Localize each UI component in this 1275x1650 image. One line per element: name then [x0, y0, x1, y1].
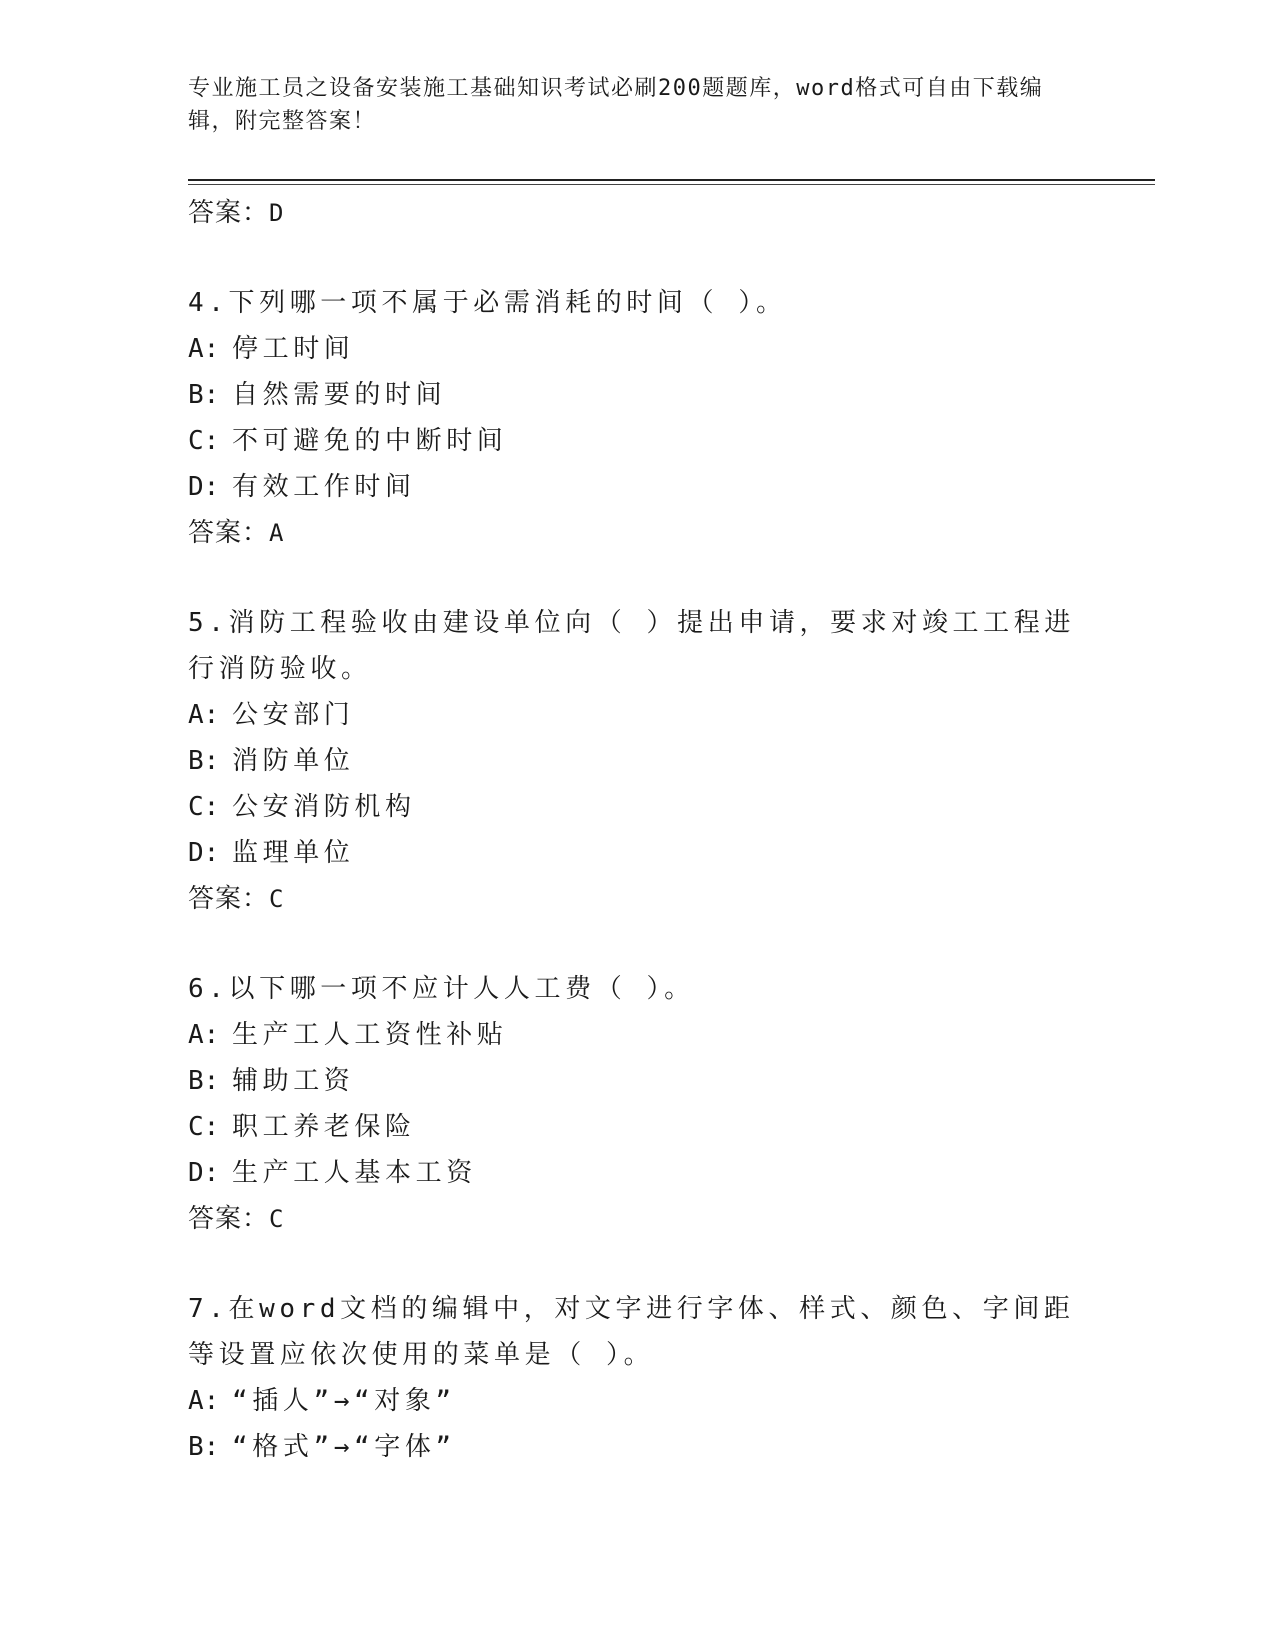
- question-block: [188, 600, 1088, 922]
- answer-line: [188, 190, 1088, 236]
- option-d: [188, 830, 1088, 876]
- option-text: 不可避免的中断时间: [232, 426, 508, 456]
- option-key: B:: [188, 1066, 220, 1096]
- option-d: [188, 464, 1088, 510]
- option-key: A:: [188, 334, 220, 364]
- option-d: [188, 1150, 1088, 1196]
- document-content: [188, 190, 1088, 1470]
- option-a: [188, 326, 1088, 372]
- option-b: [188, 1424, 1088, 1470]
- answer-value: A: [269, 519, 285, 547]
- answer-value: C: [269, 885, 285, 913]
- option-key: B:: [188, 380, 220, 410]
- answer-line: [188, 510, 1088, 556]
- option-c: [188, 1104, 1088, 1150]
- option-text: 停工时间: [232, 334, 355, 364]
- option-key: A:: [188, 1020, 220, 1050]
- option-text: 监理单位: [232, 838, 355, 868]
- question-block: [188, 1286, 1088, 1470]
- option-b: [188, 738, 1088, 784]
- page-header-title: 专业施工员之设备安装施工基础知识考试必刷200题题库，word格式可自由下载编辑，附完整答案！: [188, 76, 1044, 134]
- option-key: D:: [188, 838, 220, 868]
- option-c: [188, 784, 1088, 830]
- option-text: 自然需要的时间: [232, 380, 447, 410]
- option-text: “插人”→“对象”: [232, 1386, 456, 1416]
- option-key: C:: [188, 426, 220, 456]
- option-key: A:: [188, 700, 220, 730]
- option-a: [188, 1378, 1088, 1424]
- question-text: 5.消防工程验收由建设单位向（ ）提出申请，要求对竣工工程进行消防验收。: [188, 608, 1075, 684]
- option-a: [188, 692, 1088, 738]
- option-text: 生产工人基本工资: [232, 1158, 477, 1188]
- option-key: D:: [188, 1158, 220, 1188]
- option-key: B:: [188, 1432, 220, 1462]
- option-key: D:: [188, 472, 220, 502]
- answer-value: C: [269, 1205, 285, 1233]
- option-key: B:: [188, 746, 220, 776]
- option-text: 辅助工资: [232, 1066, 355, 1096]
- option-b: [188, 1058, 1088, 1104]
- answer-label: 答案：: [188, 884, 270, 914]
- option-a: [188, 1012, 1088, 1058]
- header-divider-thin: [188, 184, 1155, 185]
- answer-label: 答案：: [188, 198, 270, 228]
- option-text: 消防单位: [232, 746, 355, 776]
- option-text: 职工养老保险: [232, 1112, 416, 1142]
- option-text: 生产工人工资性补贴: [232, 1020, 508, 1050]
- answer-line: [188, 876, 1088, 922]
- option-c: [188, 418, 1088, 464]
- option-text: 公安消防机构: [232, 792, 416, 822]
- question-block: [188, 966, 1088, 1242]
- option-key: A:: [188, 1386, 220, 1416]
- question-text: 6.以下哪一项不应计人人工费（ ）。: [188, 974, 695, 1004]
- option-text: 有效工作时间: [232, 472, 416, 502]
- answer-label: 答案：: [188, 518, 270, 548]
- option-key: C:: [188, 1112, 220, 1142]
- answer-value: D: [269, 199, 285, 227]
- question-text: 4.下列哪一项不属于必需消耗的时间（ ）。: [188, 288, 787, 318]
- answer-line: [188, 1196, 1088, 1242]
- header-divider: [188, 179, 1155, 181]
- question-block: [188, 280, 1088, 556]
- option-text: “格式”→“字体”: [232, 1432, 456, 1462]
- option-text: 公安部门: [232, 700, 355, 730]
- question-text: 7.在word文档的编辑中，对文字进行字体、样式、颜色、字间距等设置应依次使用的菜单是（ ）。: [188, 1294, 1075, 1370]
- option-b: [188, 372, 1088, 418]
- option-key: C:: [188, 792, 220, 822]
- answer-label: 答案：: [188, 1204, 270, 1234]
